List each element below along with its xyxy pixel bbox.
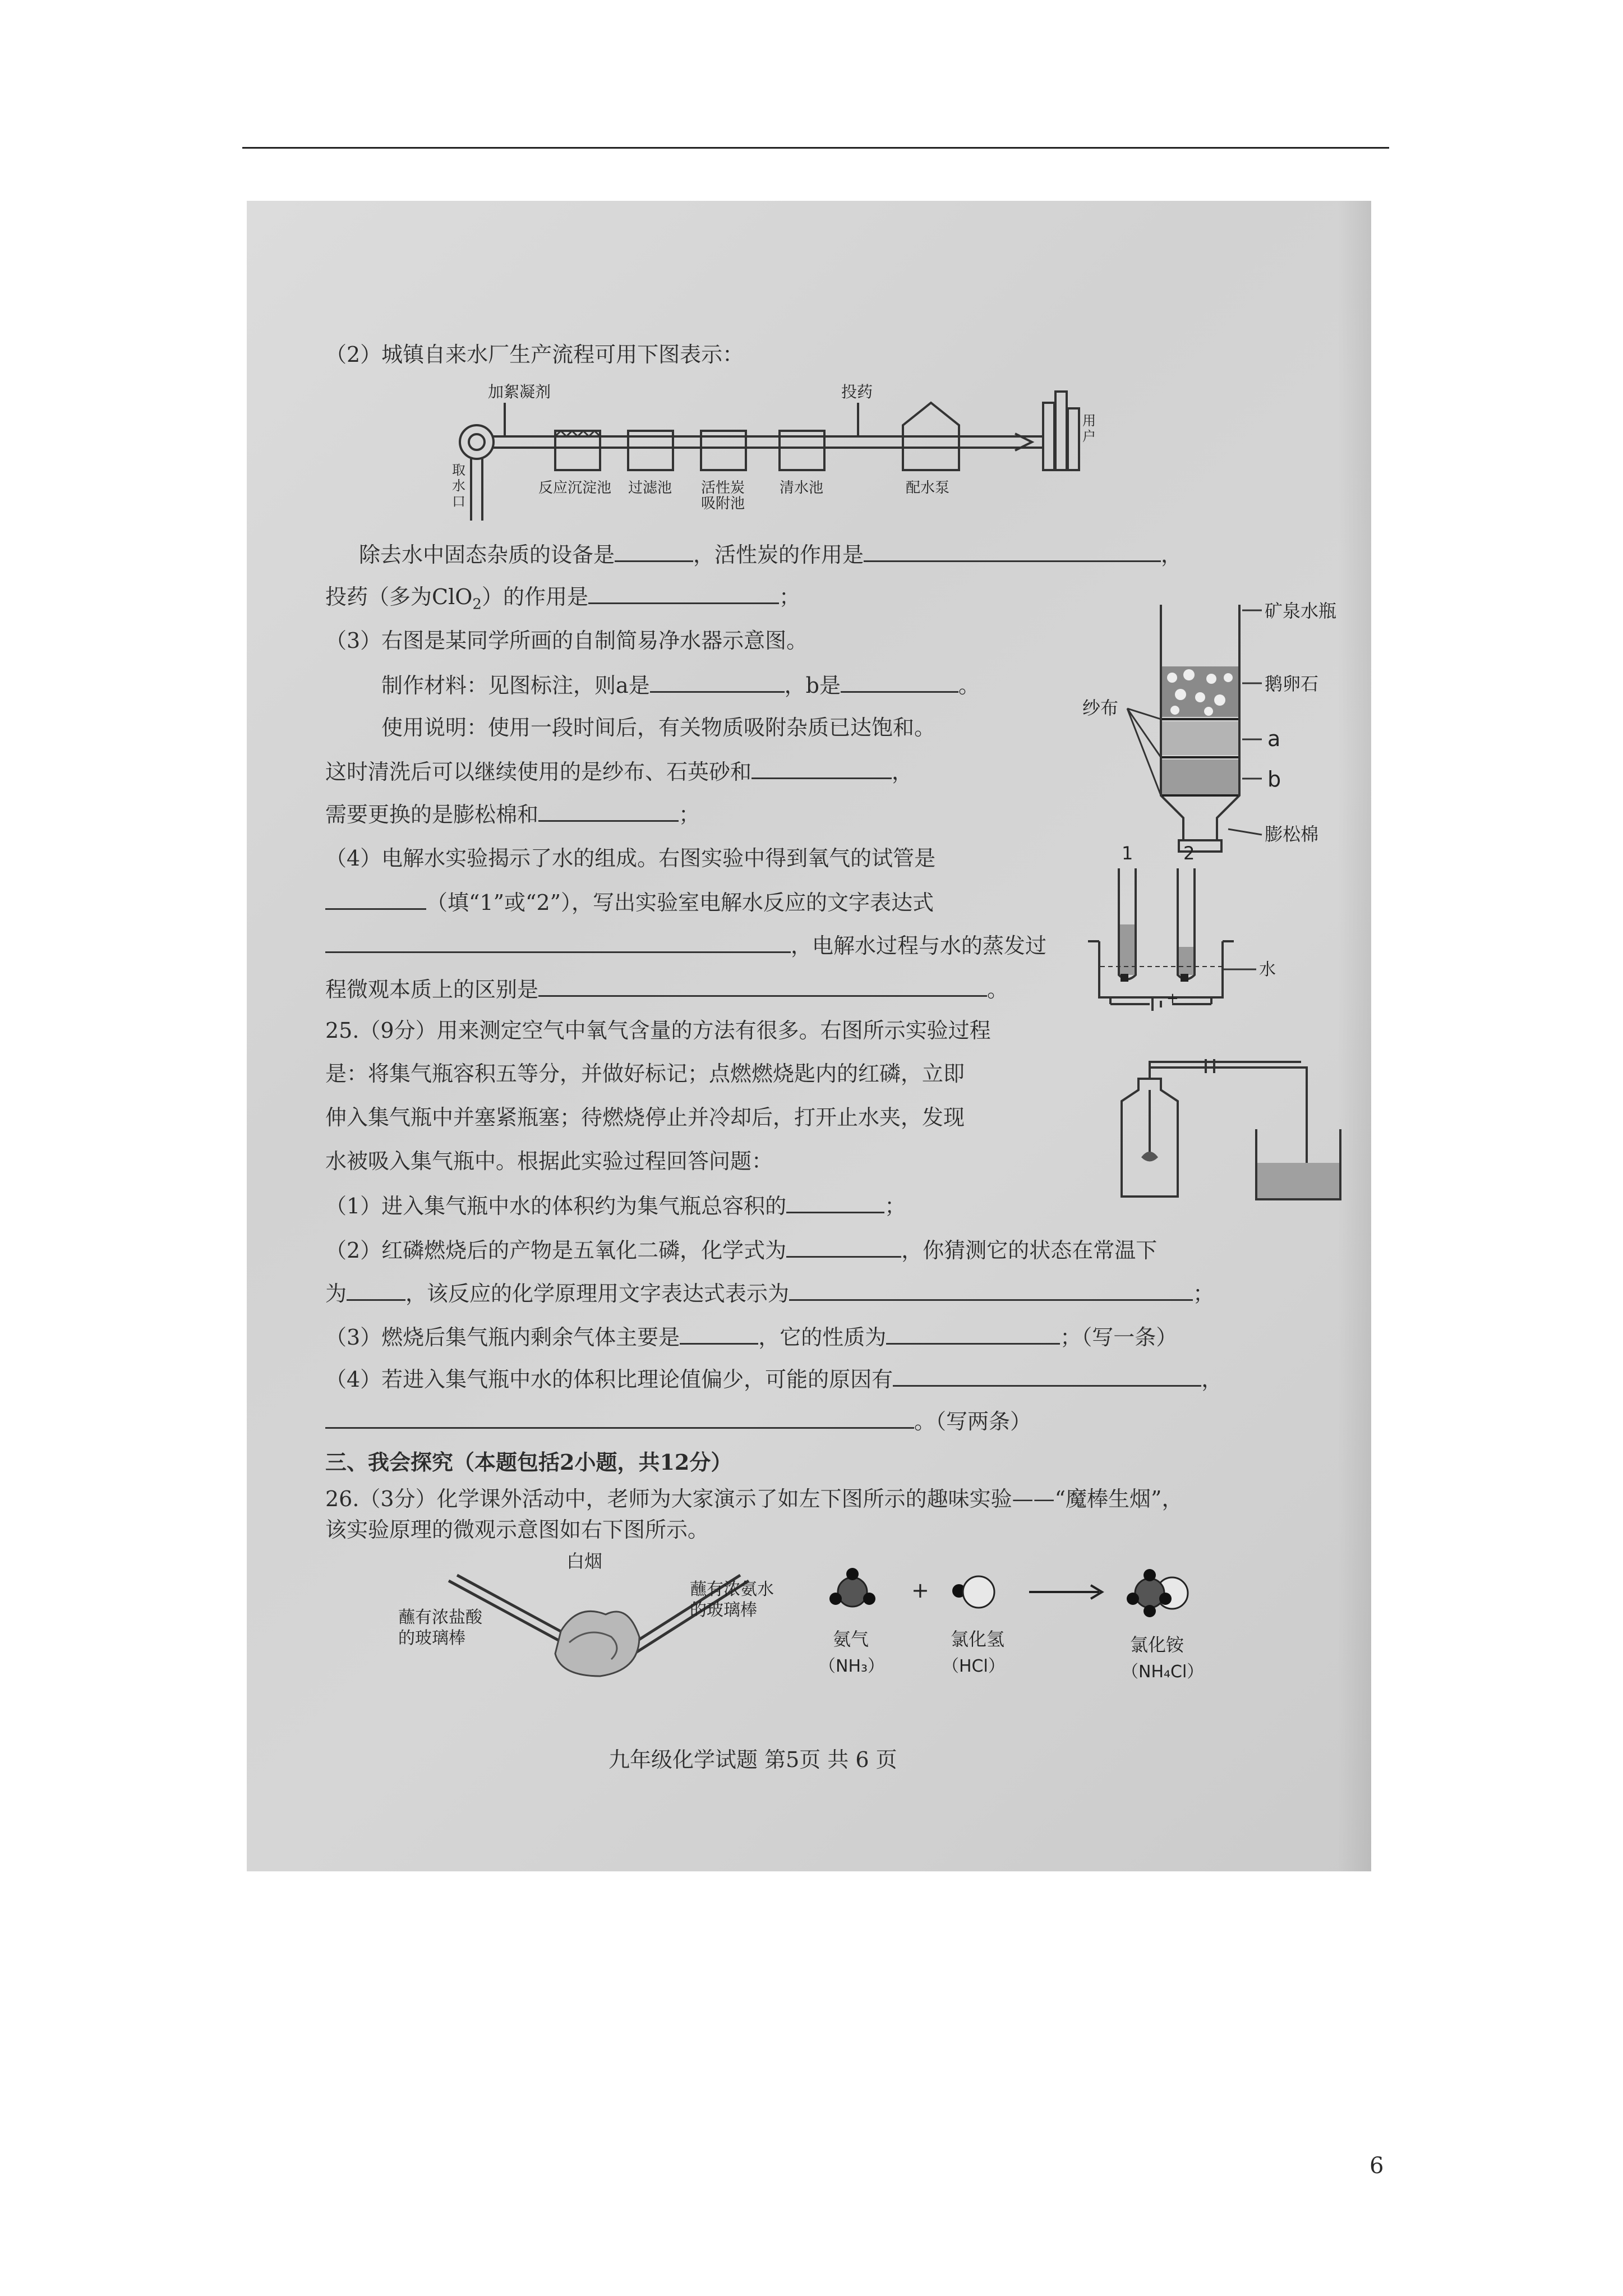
tank2-label: 过滤池 — [628, 480, 672, 496]
q24-3-intro: （3）右图是某同学所画的自制简易净水器示意图。 — [325, 628, 808, 653]
user-label-1: 用 — [1082, 413, 1096, 429]
q25-q1: （1）进入集气瓶中水的体积约为集气瓶总容积的 ； — [325, 1191, 906, 1220]
ammonia-formula: （NH₃） — [819, 1657, 885, 1676]
intake-label-3: 口 — [452, 494, 465, 509]
q24-4-line4: 程微观本质上的区别是 。 — [325, 975, 1008, 1003]
q24-2-intro: （2）城镇自来水厂生产流程可用下图表示： — [325, 342, 744, 367]
q26-line2: 该实验原理的微观示意图如右下图所示。 — [325, 1517, 709, 1542]
water-filter-diagram — [1049, 593, 1368, 863]
hcl-label: 氯化氢 — [951, 1628, 1005, 1650]
right-rod-label-1: 蘸有浓氨水 — [690, 1580, 774, 1599]
layer-a-label: a — [1267, 726, 1281, 751]
right-rod-label-2: 的玻璃棒 — [690, 1600, 757, 1620]
q24-3-usage: 使用说明：使用一段时间后，有关物质吸附杂质已达饱和。 — [381, 715, 936, 740]
left-rod-label-2: 的玻璃棒 — [398, 1628, 465, 1648]
q25-q3: （3）燃烧后集气瓶内剩余气体主要是 ，它的性质为 ；（写一条） — [325, 1323, 1177, 1351]
bottle-label: 矿泉水瓶 — [1265, 600, 1337, 622]
pump-label: 配水泵 — [906, 480, 950, 496]
cotton-label: 膨松棉 — [1265, 823, 1319, 845]
q25-q4-cont: 。（写两条） — [325, 1407, 1031, 1435]
coagulant-label: 加絮凝剂 — [488, 383, 551, 401]
magic-smoke-diagram — [376, 1547, 813, 1715]
q25-q2: （2）红磷燃烧后的产物是五氧化二磷，化学式为 ，你猜测它的状态在常温下 — [325, 1236, 1157, 1264]
user-label-2: 户 — [1082, 429, 1096, 444]
hcl-formula: （HCl） — [942, 1657, 1005, 1676]
header-rule — [242, 147, 1389, 149]
layer-b-label: b — [1267, 767, 1281, 792]
q25-line1: 25.（9分）用来测定空气中氧气含量的方法有很多。右图所示实验过程 — [325, 1018, 991, 1043]
q24-3-materials: 制作材料：见图标注，则a是 ，b是 。 — [381, 671, 980, 699]
smoke-label: 白烟 — [566, 1550, 603, 1572]
page-number: 6 — [1370, 2153, 1384, 2179]
left-rod-label-1: 蘸有浓盐酸 — [398, 1608, 482, 1627]
intake-label-2: 水 — [452, 478, 465, 494]
oxygen-measure-diagram — [1088, 1045, 1346, 1208]
tube1-label: 1 — [1122, 843, 1133, 864]
q24-3-replace: 需要更换的是膨松棉和 ； — [325, 800, 700, 828]
q25-q4: （4）若进入集气瓶中水的体积比理论值偏少，可能的原因有 ， — [325, 1365, 1223, 1393]
q26-line1: 26.（3分）化学课外活动中，老师为大家演示了如左下图所示的趣味实验——“魔棒生烟”， — [325, 1487, 1183, 1511]
tank4-label: 清水池 — [780, 480, 824, 496]
q24-4-line2: （填“1”或“2”），写出实验室电解水反应的文字表达式 — [325, 888, 934, 916]
q24-2-line1: 除去水中固态杂质的设备是 ，活性炭的作用是 ， — [359, 540, 1182, 568]
exam-photo — [247, 201, 1371, 1871]
plus-sign: + — [911, 1578, 929, 1603]
water-label: 水 — [1259, 960, 1276, 979]
intake-label-1: 取 — [452, 462, 465, 478]
water-plant-flow-diagram — [454, 380, 1183, 526]
q24-4-line3: ，电解水过程与水的蒸发过 — [325, 931, 1046, 959]
q24-3-reuse: 这时清洗后可以继续使用的是纱布、石英砂和 ， — [325, 757, 913, 785]
page-footer: 九年级化学试题 第5页 共 6 页 — [608, 1747, 897, 1772]
tank3-label-1: 活性炭 — [701, 480, 745, 496]
q25-q2-cont: 为 ，该反应的化学原理用文字表达式表示为 ； — [325, 1279, 1214, 1307]
q25-line2: 是：将集气瓶容积五等分，并做好标记；点燃燃烧匙内的红磷，立即 — [325, 1061, 965, 1086]
electrolysis-diagram — [1088, 840, 1340, 1014]
tank1-label: 反应沉淀池 — [538, 480, 612, 496]
section3-title: 三、我会探究（本题包括2小题，共12分） — [325, 1450, 732, 1475]
pebble-label: 鹅卵石 — [1265, 673, 1319, 694]
plus-label: + — [1166, 990, 1179, 1007]
nh4cl-formula: （NH₄Cl） — [1122, 1662, 1204, 1682]
q24-2-line2: 投药（多为ClO$_2$）的作用是 ； — [325, 582, 800, 618]
q25-line4: 水被吸入集气瓶中。根据此实验过程回答问题： — [325, 1149, 773, 1174]
tank3-label-2: 吸附池 — [701, 495, 745, 512]
reaction-micro-diagram — [808, 1547, 1312, 1732]
q25-line3: 伸入集气瓶中并塞紧瓶塞；待燃烧停止并冷却后，打开止水夹，发现 — [325, 1105, 965, 1130]
q24-4-line1: （4）电解水实验揭示了水的组成。右图实验中得到氧气的试管是 — [325, 846, 936, 871]
nh4cl-label: 氯化铵 — [1130, 1634, 1184, 1655]
tube2-label: 2 — [1183, 843, 1195, 864]
dosing-label: 投药 — [841, 383, 873, 401]
gauze-label: 纱布 — [1082, 697, 1119, 719]
ammonia-label: 氨气 — [833, 1628, 869, 1650]
